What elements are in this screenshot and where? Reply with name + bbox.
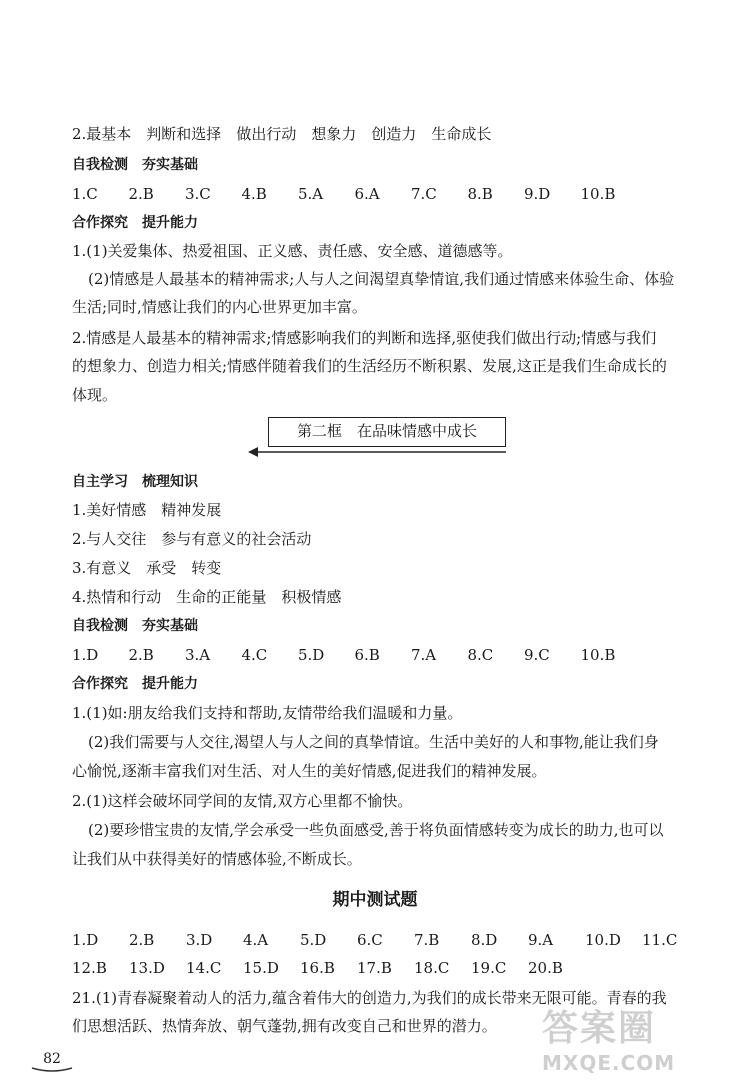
answer-item: 1.D [72, 931, 99, 949]
answer-item: 3.D [186, 931, 213, 949]
answer-item: 17.B [357, 959, 392, 977]
answer-line: (2)情感是人最基本的精神需求;人与人之间渴望真挚情谊,我们通过情感来体验生命、体验 [88, 270, 675, 288]
answer-item: 9.A [528, 931, 554, 949]
answer-line: 3.有意义 承受 转变 [72, 559, 222, 577]
section-heading: 自主学习 梳理知识 [72, 474, 198, 490]
answer-line: 2.最基本 判断和选择 做出行动 想象力 创造力 生命成长 [72, 125, 492, 143]
watermark-logo-text: 答案圈 [542, 1008, 657, 1049]
banner-arrow-icon [248, 446, 508, 458]
watermark-url: MXQE.COM [542, 1051, 676, 1075]
answer-item: 19.C [471, 959, 507, 977]
answer-item: 1.D [72, 646, 99, 664]
midterm-title: 期中测试题 [332, 890, 418, 910]
answer-item: 6.C [357, 931, 383, 949]
page-number-text: 82 [43, 1051, 61, 1067]
answer-line: 体现。 [72, 386, 118, 404]
answer-line: 1.(1)关爱集体、热爱祖国、正义感、责任感、安全感、道德感等。 [72, 242, 513, 260]
answer-item: 7.A [411, 646, 437, 664]
answer-item: 4.B [241, 185, 267, 203]
answer-line: 2.与人交往 参与有意义的社会活动 [72, 530, 312, 548]
answer-item: 8.D [471, 931, 498, 949]
lesson-banner: 第二框 在品味情感中成长 [268, 417, 506, 447]
section-heading: 自我检测 夯实基础 [72, 618, 198, 634]
answer-item: 10.D [585, 931, 621, 949]
answer-item: 5.D [300, 931, 327, 949]
answer-item: 18.C [414, 959, 450, 977]
answer-item: 4.C [241, 646, 268, 664]
answer-line: 心愉悦,逐渐丰富我们对生活、对人生的美好情感,促进我们的精神发展。 [72, 762, 547, 780]
answer-item: 9.D [524, 185, 551, 203]
answer-item: 3.A [185, 646, 211, 664]
choice-answers [72, 930, 712, 950]
answer-item: 8.B [467, 185, 493, 203]
answer-line: (2)要珍惜宝贵的友情,学会承受一些负面感受,善于将负面情感转变为成长的助力,也可以 [88, 821, 664, 839]
answer-item: 6.B [354, 646, 380, 664]
answer-line: 让我们从中获得美好的情感体验,不断成长。 [72, 850, 362, 868]
answer-item: 12.B [72, 959, 107, 977]
answer-item: 15.D [243, 959, 279, 977]
watermark [542, 1000, 732, 1080]
answer-item: 5.A [298, 185, 324, 203]
page-number [28, 1048, 76, 1072]
answer-line: 的想象力、创造力相关;情感伴随着我们的生活经历不断积累、发展,这正是我们生命成长的 [72, 357, 667, 375]
answer-line: 们思想活跃、热情奔放、朝气蓬勃,拥有改变自己和世界的潜力。 [72, 1017, 497, 1035]
answer-line: 1.(1)如:朋友给我们支持和帮助,友情带给我们温暖和力量。 [72, 704, 463, 722]
answer-line: 2.(1)这样会破坏同学间的友情,双方心里都不愉快。 [72, 792, 413, 810]
answer-item: 5.D [298, 646, 325, 664]
answer-line: 1.美好情感 精神发展 [72, 501, 222, 519]
answer-line: 生活;同时,情感让我们的内心世界更加丰富。 [72, 298, 367, 316]
answer-line: (2)我们需要与人交往,渴望人与人之间的真挚情谊。生活中美好的人和事物,能让我们身 [88, 733, 659, 751]
section-heading: 自我检测 夯实基础 [72, 157, 198, 173]
choice-answers [72, 645, 712, 665]
choice-answers [72, 958, 712, 978]
answer-line: 21.(1)青春凝聚着动人的活力,蕴含着伟大的创造力,为我们的成长带来无限可能。青春的我 [72, 989, 667, 1007]
section-heading: 合作探究 提升能力 [72, 215, 198, 231]
answer-item: 8.C [467, 646, 494, 664]
answer-item: 6.A [354, 185, 380, 203]
choice-answers [72, 184, 712, 204]
answer-item: 7.C [411, 185, 437, 203]
answer-item: 16.B [300, 959, 335, 977]
answer-item: 2.B [128, 185, 154, 203]
answer-item: 7.B [414, 931, 440, 949]
answer-item: 11.C [642, 931, 678, 949]
answer-item: 10.B [580, 646, 616, 664]
answer-item: 14.C [186, 959, 222, 977]
answer-item: 9.C [524, 646, 550, 664]
answer-item: 20.B [528, 959, 563, 977]
answer-item: 13.D [129, 959, 165, 977]
section-heading: 合作探究 提升能力 [72, 676, 198, 692]
answer-item: 2.B [128, 646, 154, 664]
answer-line: 2.情感是人最基本的精神需求;情感影响我们的判断和选择,驱使我们做出行动;情感与我们 [72, 329, 657, 347]
answer-line: 4.热情和行动 生命的正能量 积极情感 [72, 588, 342, 606]
answer-item: 1.C [72, 185, 98, 203]
answer-item: 10.B [580, 185, 616, 203]
answer-item: 3.C [185, 185, 211, 203]
answer-item: 4.A [243, 931, 269, 949]
answer-item: 2.B [129, 931, 155, 949]
